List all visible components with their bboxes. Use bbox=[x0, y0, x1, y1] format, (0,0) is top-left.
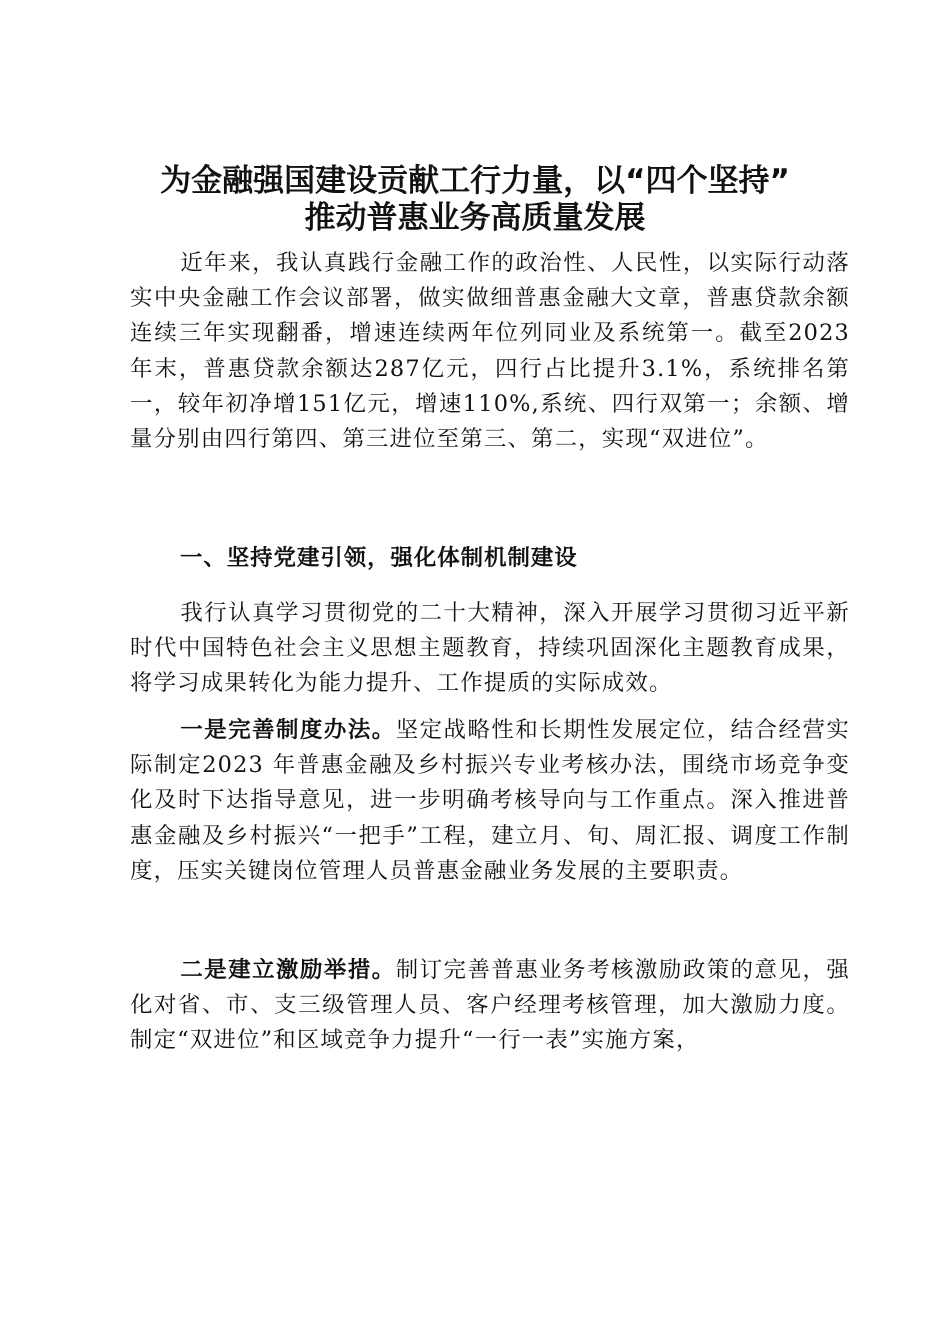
section1-intro-text: 我行认真学习贯彻党的二十大精神，深入开展学习贯彻习近平新时代中国特色社会主义思想主题教育，持续巩固深化主题教育成果，将学习成果转化为能力提升、工作提质的实际成效。 bbox=[130, 600, 850, 697]
point2-paragraph bbox=[130, 953, 850, 1059]
point1-text: 坚定战略性和长期性发展定位，结合经营实际制定2023 年普惠金融及乡村振兴专业考核办法，围绕市场竞争变化及时下达指导意见，进一步明确考核导向与工作重点。深入推进普惠金融及乡村振兴“一把手”工程，建立月、旬、周汇报、调度工作制度，压实关键岗位管理人员普惠金融业务发展的主要职责。 bbox=[130, 717, 850, 884]
intro-text: 近年来，我认真践行金融工作的政治性、人民性，以实际行动落实中央金融工作会议部署，做实做细普惠金融大文章，普惠贷款余额连续三年实现翻番，增速连续两年位列同业及系统第一。截至2023年末，普惠贷款余额达287亿元，四行占比提升3.1%，系统排名第一，较年初净增151亿元，增速110%,系统、四行双第一；余额、增量分别由四行第四、第三进位至第三、第二，实现“双进位”。 bbox=[130, 250, 850, 453]
section1-heading: 一、坚持党建引领，强化体制机制建设 bbox=[180, 545, 578, 571]
section1-intro-paragraph bbox=[130, 596, 850, 702]
point2-text: 制订完善普惠业务考核激励政策的意见，强化对省、市、支三级管理人员、客户经理考核管理，加大激励力度。制定“双进位”和区域竞争力提升“一行一表”实施方案， bbox=[130, 957, 850, 1054]
point1-paragraph bbox=[130, 713, 850, 889]
document-title-line2: 推动普惠业务高质量发展 bbox=[304, 200, 646, 236]
intro-paragraph bbox=[130, 246, 850, 457]
point2-lead: 二是建立激励举措。 bbox=[180, 957, 396, 983]
point1-lead: 一是完善制度办法。 bbox=[180, 717, 396, 743]
document-title-line1: 为金融强国建设贡献工行力量，以“四个坚持” bbox=[160, 163, 790, 199]
